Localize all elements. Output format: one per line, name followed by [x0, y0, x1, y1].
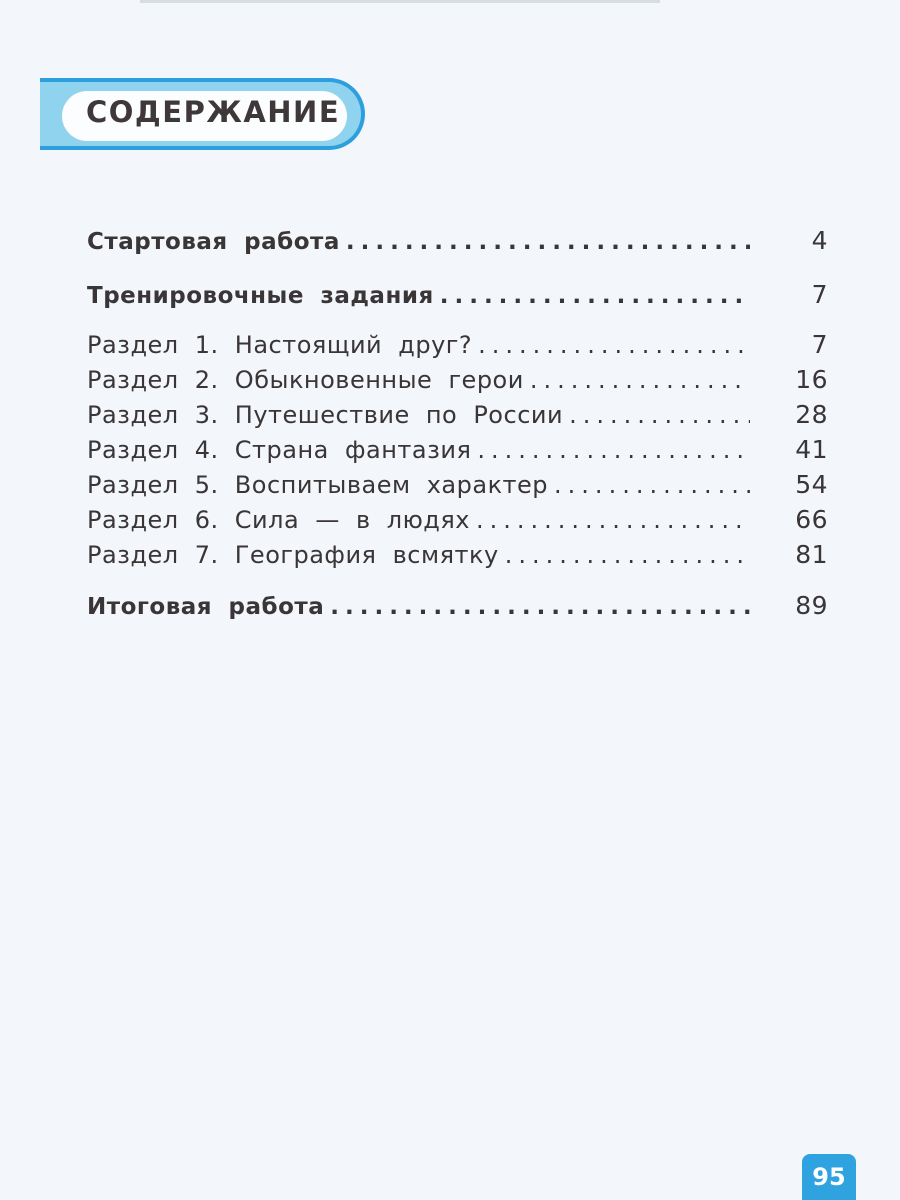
- toc-page: 7: [811, 280, 828, 309]
- dot-leader: [478, 331, 750, 359]
- toc-label: Раздел 1. Настоящий друг?: [87, 331, 473, 359]
- toc-page: 4: [811, 226, 828, 255]
- toc-label: Раздел 6. Сила — в людях: [87, 506, 471, 534]
- toc-page: 54: [795, 470, 828, 499]
- page-title: СОДЕРЖАНИЕ: [86, 95, 341, 129]
- page-number-badge: 95: [802, 1154, 856, 1200]
- toc-page: 7: [811, 330, 828, 359]
- toc-entry: [87, 400, 828, 434]
- toc-page: 28: [795, 400, 828, 429]
- toc-label: Раздел 2. Обыкновенные герои: [87, 366, 524, 394]
- dot-leader: [477, 436, 750, 464]
- toc-label: Стартовая работа: [87, 229, 340, 255]
- toc-entry: [87, 505, 828, 539]
- toc-entry: [87, 330, 828, 364]
- toc-entry: [87, 435, 828, 469]
- dot-leader: [330, 594, 750, 620]
- dot-leader: [505, 541, 750, 569]
- dot-leader: [346, 229, 750, 255]
- dot-leader: [530, 366, 750, 394]
- toc-page: 66: [795, 505, 828, 534]
- dot-leader: [569, 401, 750, 429]
- toc-label: Итоговая работа: [87, 594, 325, 620]
- toc-entry: [87, 280, 828, 314]
- toc-entry: [87, 591, 828, 625]
- toc-entry: [87, 540, 828, 574]
- dot-leader: [554, 471, 750, 499]
- toc-entry: [87, 365, 828, 399]
- toc-label: Раздел 7. География всмятку: [87, 541, 499, 569]
- dot-leader: [476, 506, 750, 534]
- toc-entry: [87, 470, 828, 504]
- toc-label: Раздел 5. Воспитываем характер: [87, 471, 549, 499]
- toc-page: 16: [795, 365, 828, 394]
- toc-label: Раздел 3. Путешествие по России: [87, 401, 564, 429]
- toc-page: 41: [795, 435, 828, 464]
- dot-leader: [440, 283, 750, 309]
- toc-page: 89: [795, 591, 828, 620]
- toc-page: 81: [795, 540, 828, 569]
- toc-entry: [87, 226, 828, 260]
- toc-label: Тренировочные задания: [87, 283, 434, 309]
- toc-label: Раздел 4. Страна фантазия: [87, 436, 472, 464]
- top-edge-line: [140, 0, 660, 3]
